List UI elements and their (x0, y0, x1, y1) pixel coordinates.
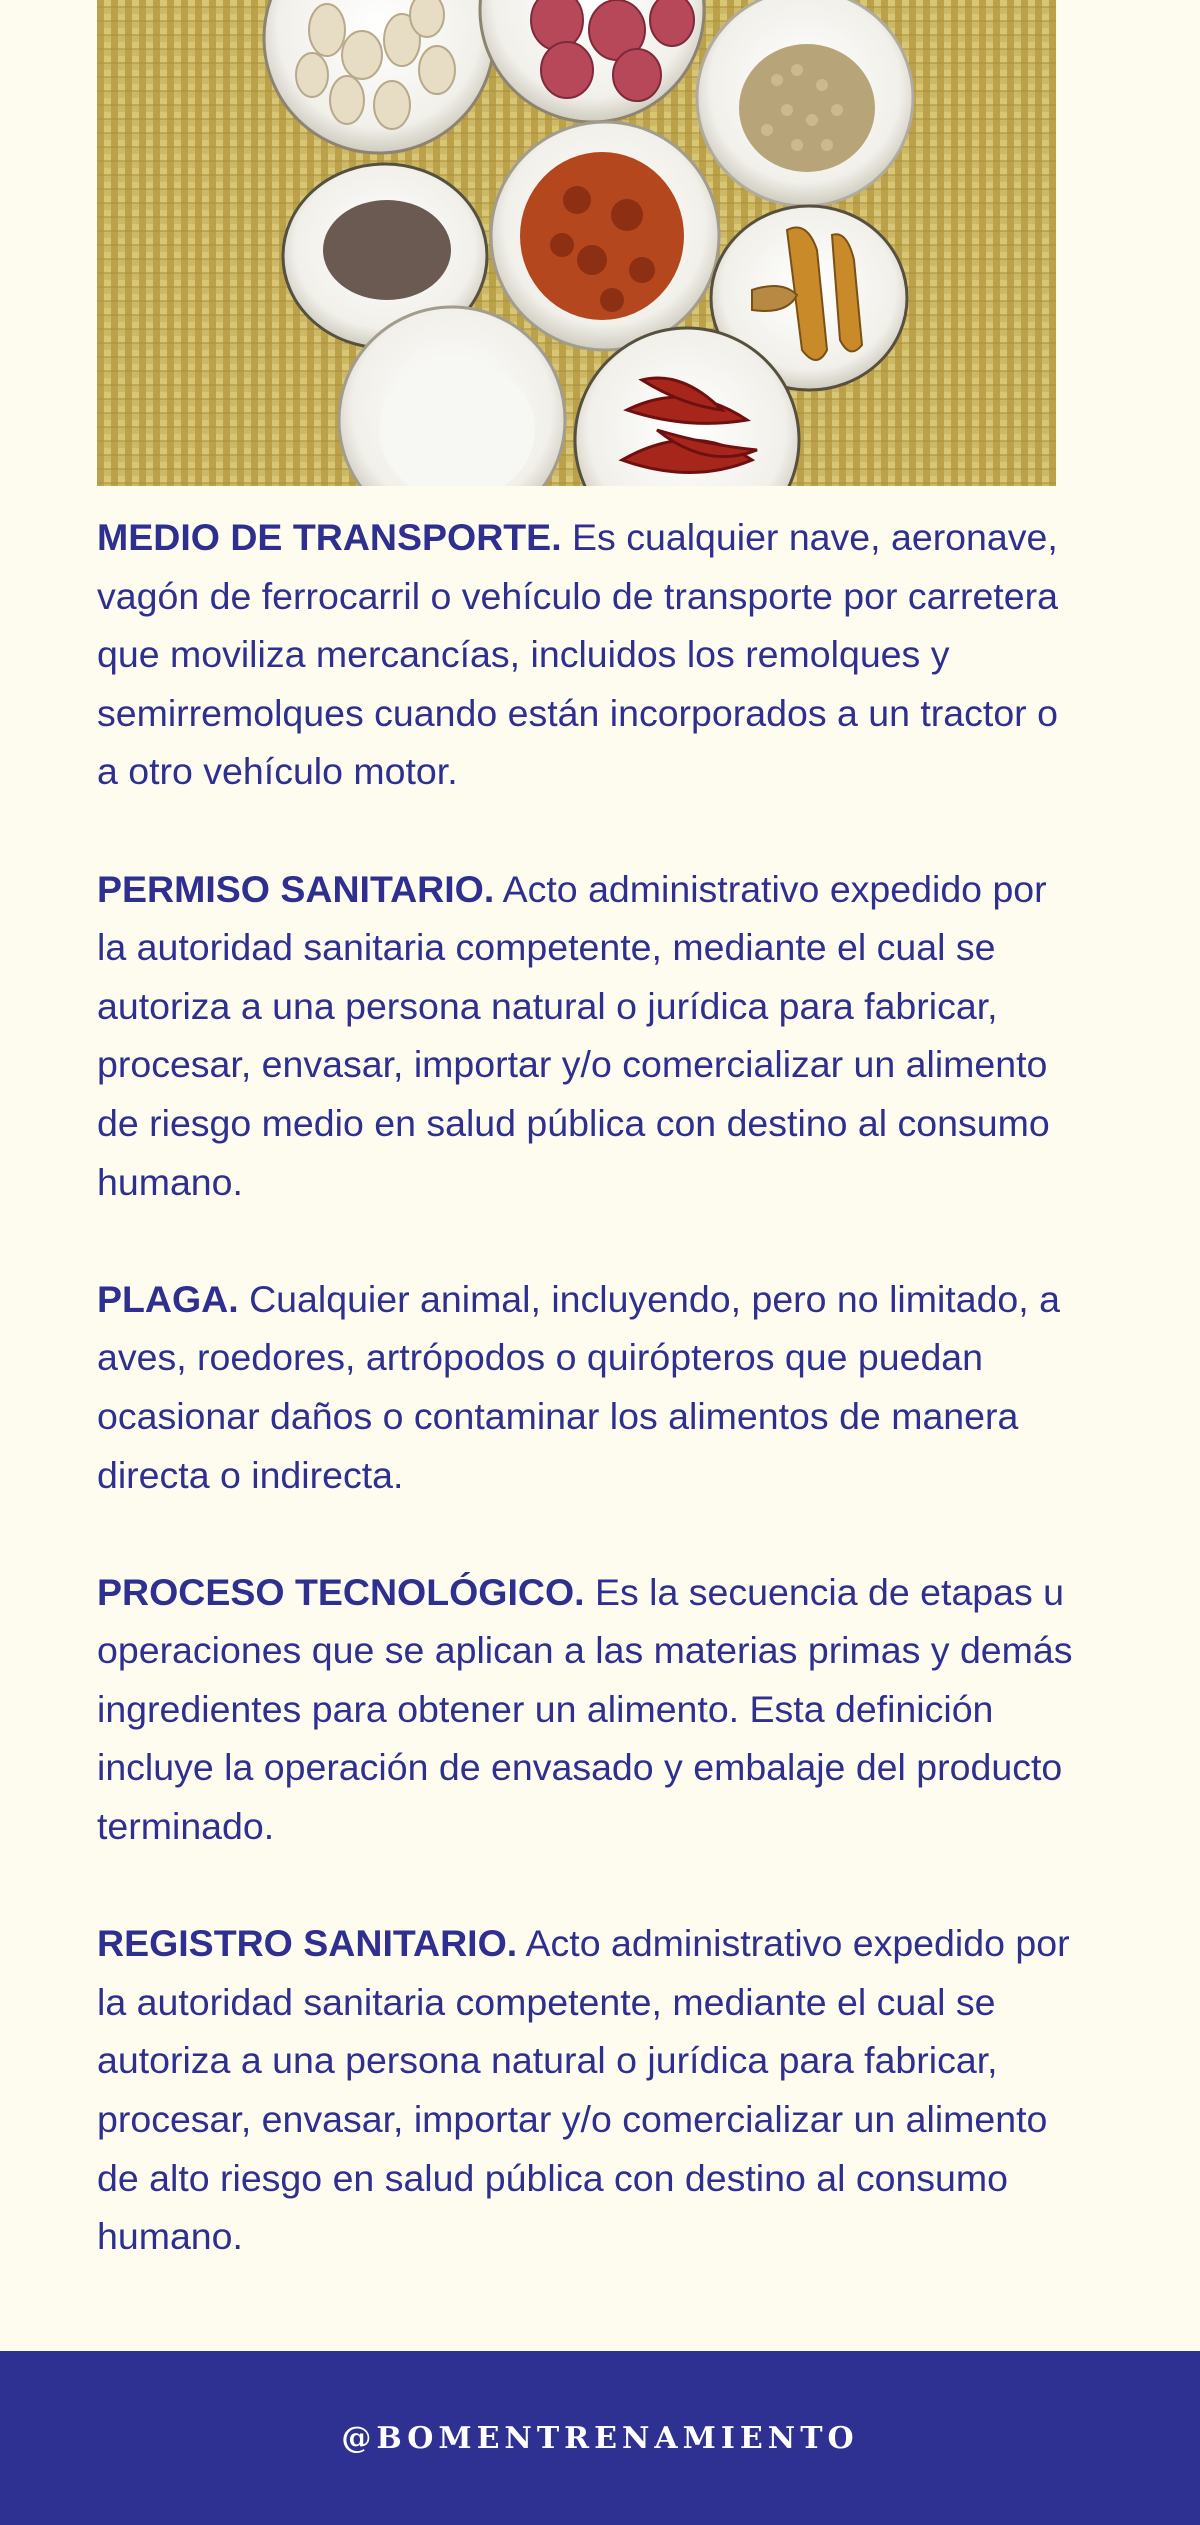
entry-term: MEDIO DE TRANSPORTE. (97, 516, 562, 558)
entry-definition: Acto administrativo expedido por la autoridad sanitaria competente, mediante el cual se autoriza a una persona natural o jurídica para fabricar, procesar, envasar, importar y/o comercializar un alimento de alto riesgo en salud pública con destino al consumo humano. (97, 1922, 1070, 2258)
entry-term: PERMISO SANITARIO. (97, 867, 495, 910)
glossary-entry-sanitary-registry (97, 1914, 1077, 2266)
entry-definition: Acto administrativo expedido por la autoridad sanitaria competente, mediante el cual se autoriza a una persona natural o jurídica para fabricar, procesar, envasar, importar y/o comercializar un alimento de riesgo medio en salud pública con destino al consumo humano. (97, 867, 1050, 1203)
glossary-entry-pest (97, 1270, 1077, 1504)
entry-term: PROCESO TECNOLÓGICO. (97, 1570, 585, 1613)
entry-term: REGISTRO SANITARIO. (97, 1922, 518, 1965)
social-handle[interactable]: @BOMENTRENAMIENTO (341, 2420, 859, 2456)
glossary (97, 508, 1077, 2324)
entry-definition: Es cualquier nave, aeronave, vagón de ferrocarril o vehículo de transporte por carretera que moviliza mercancías, incluidos los remolques y semirremolques cuando están incorporados a un tractor o a otro vehículo motor. (97, 516, 1058, 793)
footer-bar (0, 2351, 1200, 2525)
glossary-entry-sanitary-permit (97, 860, 1077, 1212)
glossary-entry-tech-process (97, 1563, 1077, 1856)
entry-term: PLAGA. (97, 1277, 239, 1320)
spices-illustration (97, 0, 1056, 486)
spices-photo (97, 0, 1056, 486)
glossary-entry-transport (97, 508, 1077, 801)
entry-definition: Es la secuencia de etapas u operaciones que se aplican a las materias primas y demás ingredientes para obtener un alimento. Esta definición incluye la operación de envasado y embalaje del producto terminado. (97, 1570, 1073, 1848)
entry-definition: Cualquier animal, incluyendo, pero no limitado, a aves, roedores, artrópodos o quirópteros que puedan ocasionar daños o contaminar los alimentos de manera directa o indirecta. (97, 1277, 1060, 1496)
